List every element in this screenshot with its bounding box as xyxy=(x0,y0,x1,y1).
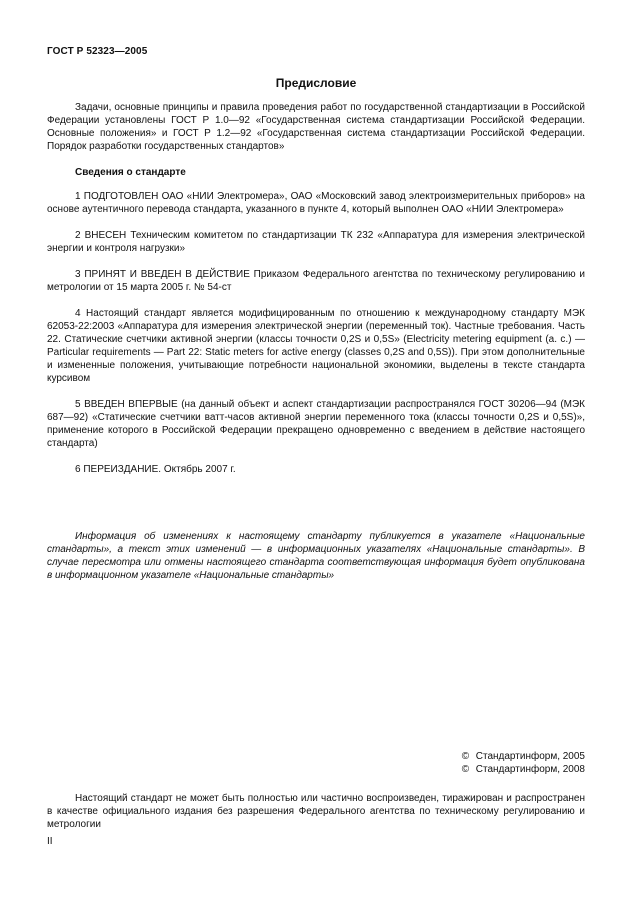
about-standard-title: Сведения о стандарте xyxy=(75,167,186,178)
about-item-5: 5 ВВЕДЕН ВПЕРВЫЕ (на данный объект и аспект стандартизации распространялся ГОСТ 30206—94 (МЭК 687—92) «Статические счетчики ватт-часов активной энергии переменного тока (классы точности 0,2S и 0,5S)», применение которого в Российской Федерации прекращено одновременно с введением в действие настоящего стандарта) xyxy=(47,399,585,449)
copyright-text: Стандартинформ, 2005 xyxy=(475,751,585,762)
about-item-3: 3 ПРИНЯТ И ВВЕДЕН В ДЕЙСТВИЕ Приказом Федерального агентства по техническому регулированию и метрологии от 15 марта 2005 г. № 54-ст xyxy=(47,269,585,293)
about-item-6: 6 ПЕРЕИЗДАНИЕ. Октябрь 2007 г. xyxy=(75,464,236,475)
copyright-icon: © xyxy=(461,751,470,762)
about-item-1: 1 ПОДГОТОВЛЕН ОАО «НИИ Электромера», ОАО «Московский завод электроизмерительных приборов» на основе аутентичного перевода стандарта, указанного в пункте 4, который выполнен ОАО «НИИ Электромера» xyxy=(47,191,585,215)
page-number: II xyxy=(47,836,53,847)
copyright-icon: © xyxy=(461,764,470,775)
reproduction-notice: Настоящий стандарт не может быть полностью или частично воспроизведен, тиражирован и распространен в качестве официального издания без разрешения Федерального агентства по техническому регулированию и метрологии xyxy=(47,793,585,830)
about-item-2: 2 ВНЕСЕН Техническим комитетом по стандартизации ТК 232 «Аппаратура для измерения электрической энергии и контроля нагрузки» xyxy=(47,230,585,254)
copyright-text: Стандартинформ, 2008 xyxy=(475,764,585,775)
document-page xyxy=(47,0,585,914)
about-item-4: 4 Настоящий стандарт является модифицированным по отношению к международному стандарту МЭК 62053-22:2003 «Аппаратура для измерения электрической энергии (переменный ток). Частные требования. Часть 22. Статические счетчики активной энергии (классы точности 0,2S и 0,5S» (Electricity metering equipment (а. с.) — Particular requirements — Part 22: Static meters for active energy (classes 0,2S and 0,5S)). При этом дополнительные и измененные положения, учитывающие потребности национальной экономики, выделены в тексте стандарта курсивом xyxy=(47,308,585,384)
foreword-intro: Задачи, основные принципы и правила проведения работ по государственной стандартизации в Российской Федерации установлены ГОСТ Р 1.0—92 «Государственная система стандартизации Российской Федерации. Основные положения» и ГОСТ Р 1.2—92 «Государственная система стандартизации Российской Федерации. Порядок разработки государственных стандартов» xyxy=(47,102,585,152)
foreword-title: Предисловие xyxy=(275,76,357,90)
document-code: ГОСТ Р 52323—2005 xyxy=(47,46,148,57)
foreword-body xyxy=(47,101,585,489)
amendments-info-notice: Информация об изменениях к настоящему стандарту публикуется в указателе «Национальные стандарты», а текст этих изменений — в информационных указателях «Национальные стандарты». В случае пересмотра или отмены настоящего стандарта соответствующая информация будет опубликована в информационном указателе «Национальные стандарты» xyxy=(47,531,585,581)
copyright-line-2005 xyxy=(462,750,585,763)
copyright-block xyxy=(462,750,585,776)
copyright-line-2008 xyxy=(462,763,585,776)
